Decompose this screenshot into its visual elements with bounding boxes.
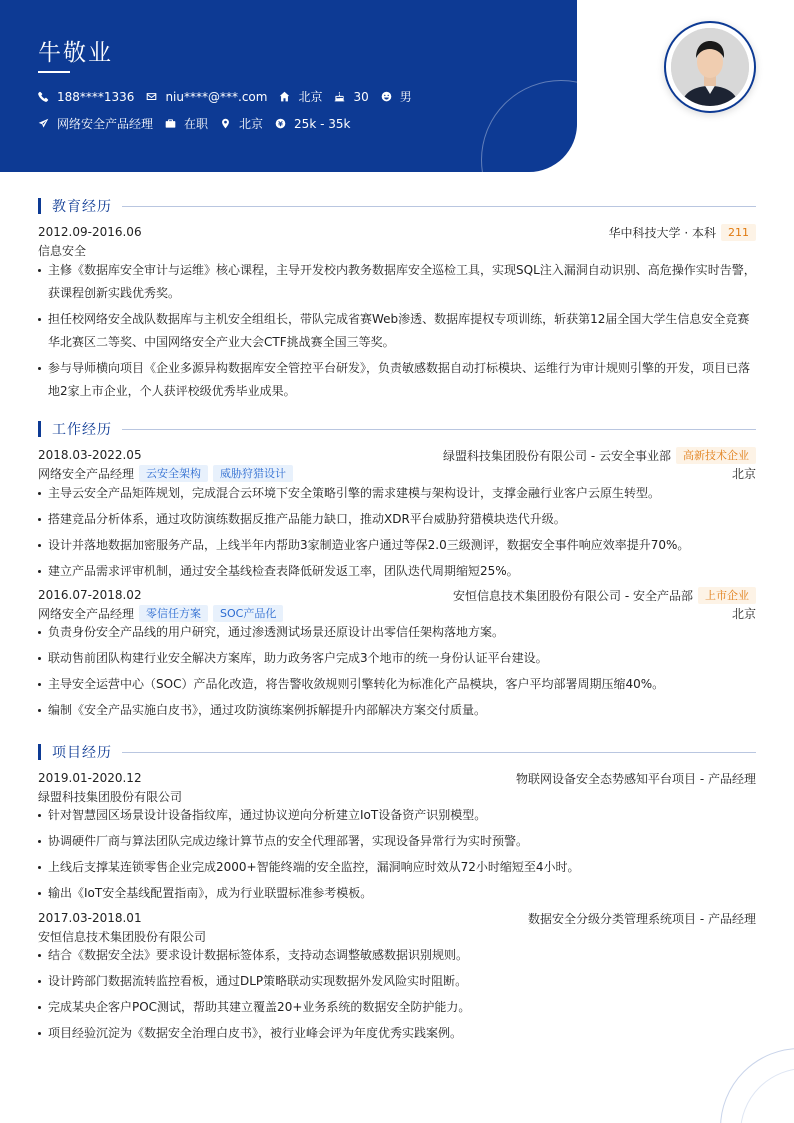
work-section-title: [38, 419, 756, 439]
name-underline: [38, 71, 70, 73]
list-item: 完成某央企客户POC测试，帮助其建立覆盖20+业务系统的数据安全防护能力。: [38, 996, 756, 1019]
list-item: 联动售前团队构建行业安全解决方案库，助力政务客户完成3个地市的统一身份认证平台建设。: [38, 647, 756, 670]
skill-tag: 云安全架构: [139, 465, 208, 482]
list-item: 协调硬件厂商与算法团队完成边缘计算节点的安全代理部署，实现设备异常行为实时预警。: [38, 830, 756, 853]
project-1-header: [38, 769, 756, 787]
section-bar: [38, 421, 41, 437]
list-item: 针对智慧园区场景设计设备指纹库，通过协议逆向分析建立IoT设备资产识别模型。: [38, 804, 756, 827]
project-1-company-row: [38, 787, 756, 805]
section-divider: [122, 206, 756, 207]
section-title-text: 工作经历: [52, 422, 112, 438]
work-period: 2016.07-2018.02: [38, 588, 142, 602]
work-period: 2018.03-2022.05: [38, 448, 142, 462]
company-tag: 上市企业: [698, 587, 756, 604]
work-role: 网络安全产品经理: [38, 606, 135, 621]
status-item: [165, 115, 208, 132]
list-item: 项目经验沉淀为《数据安全治理白皮书》，被行业峰会评为年度优秀实践案例。: [38, 1022, 756, 1045]
project-period: 2017.03-2018.01: [38, 911, 142, 925]
education-period: 2012.09-2016.06: [38, 225, 142, 239]
project-2-header: [38, 909, 756, 927]
project-company: 安恒信息技术集团股份有限公司: [38, 929, 207, 944]
list-item: 输出《IoT安全基线配置指南》，成为行业联盟标准参考模板。: [38, 882, 756, 905]
target-city-text: 北京: [239, 117, 264, 131]
work-2-role-row: [38, 604, 756, 622]
work-role-group: [38, 605, 283, 622]
header-banner: [0, 0, 577, 172]
work-city: 北京: [731, 606, 756, 621]
list-item: 主导云安全产品矩阵规划，完成混合云环境下安全策略引擎的需求建模与架构设计，支撑金融行业客户云原生转型。: [38, 482, 756, 505]
list-item: 设计跨部门数据流转监控看板，通过DLP策略联动实现数据外发风险实时阻断。: [38, 970, 756, 993]
section-bar: [38, 744, 41, 760]
home-icon: [279, 91, 290, 102]
work-company: 绿盟科技集团股份有限公司 - 云安全事业部: [443, 448, 671, 463]
section-title-text: 项目经历: [52, 745, 112, 761]
list-item: 担任校网络安全战队数据库与主机安全组组长，带队完成省赛Web渗透、数据库提权专项训练，斩获第12届全国大学生信息安全竞赛华北赛区二等奖、中国网络安全产业大会CTF挑战赛全国三等奖。: [38, 308, 756, 354]
list-item: 搭建竞品分析体系，通过攻防演练数据反推产品能力缺口，推动XDR平台威胁狩猎模块迭代升级。: [38, 508, 756, 531]
mail-icon: [146, 91, 157, 102]
phone-item: [38, 90, 134, 104]
work-2-header: [38, 586, 756, 604]
education-bullets: [38, 259, 756, 406]
location-pin-icon: [220, 118, 231, 129]
education-school: 华中科技大学 · 本科: [608, 225, 716, 240]
age-text: 30: [353, 89, 369, 104]
education-section-title: [38, 196, 756, 216]
smiley-icon: [381, 91, 392, 102]
send-icon: [38, 118, 49, 129]
project-title: 数据安全分级分类管理系统项目 - 产品经理: [528, 911, 756, 926]
target-city-item: [220, 115, 263, 132]
age-item: [334, 90, 368, 104]
project-title: 物联网设备安全态势感知平台项目 - 产品经理: [516, 771, 756, 786]
school-badge: 211: [721, 224, 756, 241]
section-title-text: 教育经历: [52, 199, 112, 215]
education-major-row: [38, 241, 756, 259]
status-text: 在职: [184, 117, 209, 131]
list-item: 参与导师横向项目《企业多源异构数据库安全管控平台研发》，负责敏感数据自动打标模块、运维行为审计规则引擎的开发，项目已落地2家上市企业，个人获评校级优秀毕业成果。: [38, 357, 756, 403]
list-item: 结合《数据安全法》要求设计数据标签体系，支持动态调整敏感数据识别规则。: [38, 944, 756, 967]
city-item: [279, 88, 322, 105]
work-city: 北京: [731, 466, 756, 481]
list-item: 编制《安全产品实施白皮书》，通过攻防演练案例拆解提升内部解决方案交付质量。: [38, 699, 756, 722]
candidate-name: 牛敬业: [38, 40, 113, 66]
money-icon: [275, 118, 286, 129]
email-item: [146, 90, 267, 104]
avatar-portrait-icon: [671, 28, 749, 106]
avatar: [671, 28, 749, 106]
avatar-frame: [664, 21, 756, 113]
work-1-role-row: [38, 464, 756, 482]
education-school-group: [609, 224, 756, 241]
work-2-bullets: [38, 621, 756, 725]
intent-row: [38, 115, 362, 132]
project-company: 绿盟科技集团股份有限公司: [38, 789, 183, 804]
briefcase-icon: [165, 118, 176, 129]
job-target-item: [38, 115, 153, 132]
city-text: 北京: [298, 90, 323, 104]
project-2-bullets: [38, 944, 756, 1048]
project-2-company-row: [38, 927, 756, 945]
phone-icon: [38, 91, 49, 102]
education-header: [38, 223, 756, 241]
project-period: 2019.01-2020.12: [38, 771, 142, 785]
section-divider: [122, 752, 756, 753]
section-divider: [122, 429, 756, 430]
work-company: 安恒信息技术集团股份有限公司 - 安全产品部: [453, 588, 693, 603]
project-section-title: [38, 742, 756, 762]
job-target-text: 网络安全产品经理: [57, 117, 154, 131]
education-major: 信息安全: [38, 243, 87, 258]
company-tag: 高新技术企业: [676, 447, 756, 464]
gender-text: 男: [399, 90, 412, 104]
list-item: 设计并落地数据加密服务产品，上线半年内帮助3家制造业客户通过等保2.0三级测评，数据安全事件响应效率提升70%。: [38, 534, 756, 557]
skill-tag: 威胁狩猎设计: [213, 465, 293, 482]
work-company-group: [453, 587, 756, 604]
salary-text: 25k - 35k: [294, 116, 351, 131]
gender-item: [381, 88, 412, 105]
work-role: 网络安全产品经理: [38, 466, 135, 481]
list-item: 主修《数据库安全审计与运维》核心课程，主导开发校内教务数据库安全巡检工具，实现SQL注入漏洞自动识别、高危操作实时告警，获课程创新实践优秀奖。: [38, 259, 756, 305]
work-role-group: [38, 465, 293, 482]
section-bar: [38, 198, 41, 214]
work-company-group: [443, 447, 756, 464]
list-item: 主导安全运营中心（SOC）产品化改造，将告警收敛规则引擎转化为标准化产品模块，客户平均部署周期压缩40%。: [38, 673, 756, 696]
project-1-bullets: [38, 804, 756, 908]
decorative-circle: [481, 80, 577, 172]
email-text: niu****@***.com: [165, 89, 268, 104]
list-item: 建立产品需求评审机制，通过安全基线检查表降低研发返工率，团队迭代周期缩短25%。: [38, 560, 756, 583]
skill-tag: SOC产品化: [213, 605, 283, 622]
skill-tag: 零信任方案: [139, 605, 208, 622]
salary-item: [275, 117, 350, 131]
cake-icon: [334, 91, 345, 102]
work-1-header: [38, 446, 756, 464]
phone-text: 188****1336: [57, 89, 135, 104]
list-item: 负责身份安全产品线的用户研究，通过渗透测试场景还原设计出零信任架构落地方案。: [38, 621, 756, 644]
work-1-bullets: [38, 482, 756, 586]
contact-row: [38, 88, 424, 105]
list-item: 上线后支撑某连锁零售企业完成2000+智能终端的安全监控，漏洞响应时效从72小时缩短至4小时。: [38, 856, 756, 879]
